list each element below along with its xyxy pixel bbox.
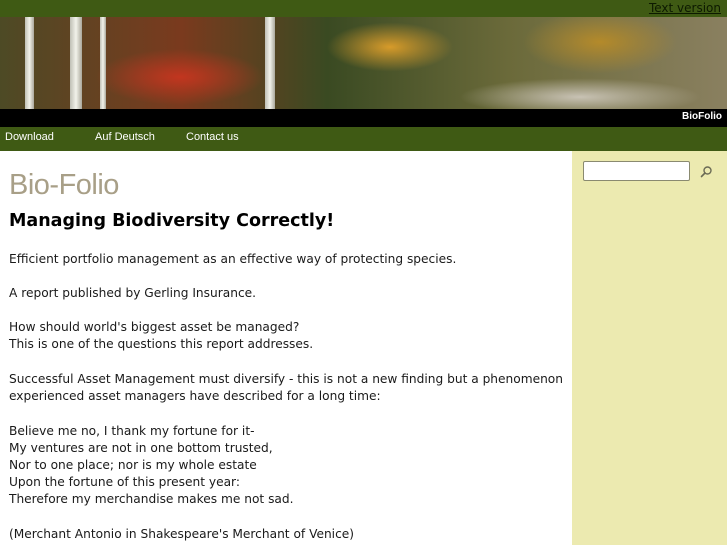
text-line: Nor to one place; nor is my whole estate <box>9 458 257 472</box>
text-line: How should world's biggest asset be managed? <box>9 320 300 334</box>
page-headline: Managing Biodiversity Correctly! <box>9 211 335 231</box>
main-content <box>0 151 572 545</box>
paragraph <box>9 251 456 268</box>
text-line: My ventures are not in one bottom trusted, <box>9 441 273 455</box>
text-line: experienced asset managers have described for a long time: <box>9 389 381 403</box>
search-input[interactable] <box>583 161 690 181</box>
header-banner-image <box>0 17 727 109</box>
text-line: This is one of the questions this report addresses. <box>9 337 314 351</box>
paragraph <box>9 285 256 302</box>
text-version-link[interactable]: Text version <box>648 1 721 15</box>
birch-trunk-graphic <box>100 17 106 109</box>
brand-bar <box>0 109 727 127</box>
quote-paragraph <box>9 423 294 508</box>
text-line: (Merchant Antonio in Shakespeare's Merchant of Venice) <box>9 527 355 541</box>
nav-item-auf-deutsch[interactable]: Auf Deutsch <box>95 131 155 143</box>
site-title: Bio-Folio <box>9 169 119 201</box>
birch-trunk-graphic <box>265 17 275 109</box>
text-line: Successful Asset Management must diversify - this is not a new finding but a phenomenon <box>9 372 563 386</box>
text-line: Upon the fortune of this present year: <box>9 475 240 489</box>
nav-item-download[interactable]: Download <box>5 131 54 143</box>
paragraph <box>9 319 313 353</box>
birch-trunk-graphic <box>25 17 34 109</box>
main-nav <box>0 127 727 151</box>
nav-item-contact-us[interactable]: Contact us <box>186 131 239 143</box>
text-line: Efficient portfolio management as an effective way of protecting species. <box>9 252 457 266</box>
sidebar <box>572 151 727 545</box>
top-bar <box>0 0 727 17</box>
birch-trunk-graphic <box>70 17 82 109</box>
brand-name: BioFolio <box>682 111 722 122</box>
search-icon[interactable] <box>700 165 713 178</box>
text-line: Therefore my merchandise makes me not sad. <box>9 492 294 506</box>
text-line: Believe me no, I thank my fortune for it- <box>9 424 255 438</box>
text-line: A report published by Gerling Insurance. <box>9 286 257 300</box>
paragraph <box>9 371 563 405</box>
quote-attribution <box>9 526 354 543</box>
